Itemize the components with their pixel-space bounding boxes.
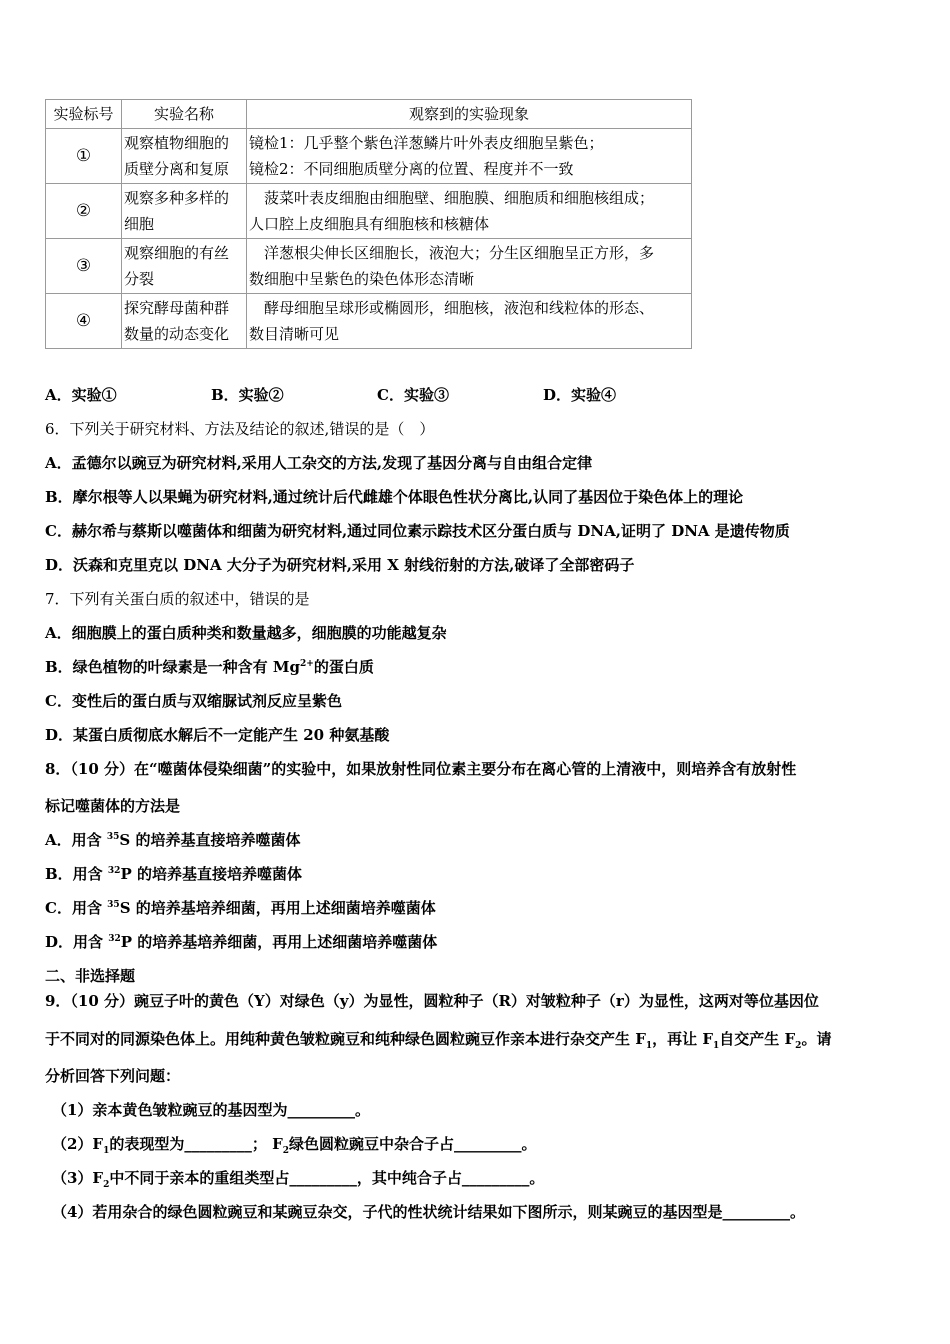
cell-text: 酵母细胞呈球形或椭圆形，细胞核，液泡和线粒体的形态、 [249, 299, 655, 317]
q7-option-a: A．细胞膜上的蛋白质种类和数量越多，细胞膜的功能越复杂 [45, 624, 447, 642]
option-a: A．实验① [45, 386, 117, 404]
subscript: 1 [713, 1041, 720, 1051]
option-d: D．实验④ [543, 386, 617, 404]
table-cell-observation [247, 129, 692, 184]
experiment-table [45, 99, 692, 349]
text: B．绿色植物的叶绿素是一种含有 Mg [45, 658, 300, 676]
table-cell-id: ② [46, 184, 122, 239]
cell-text: 镜检2：不同细胞质壁分离的位置、程度并不一致 [249, 160, 574, 178]
q9-part-1: （1）亲本黄色皱粒豌豆的基因型为_________。 [52, 1101, 370, 1119]
cell-text: 探究酵母菌种群 [124, 299, 230, 317]
question-7-stem: 7．下列有关蛋白质的叙述中，错误的是 [45, 590, 310, 608]
q8-option-b [45, 863, 302, 885]
q8-option-a [45, 829, 300, 851]
table-row [46, 129, 692, 184]
q7-option-c: C．变性后的蛋白质与双缩脲试剂反应呈紫色 [45, 692, 342, 710]
table-cell-name [122, 239, 247, 294]
text: 于不同对的同源染色体上。用纯种黄色皱粒豌豆和纯种绿色圆粒豌豆作亲本进行杂交产生 F [45, 1030, 646, 1048]
subscript: 2 [103, 1180, 110, 1190]
q7-option-d: D．某蛋白质彻底水解后不一定能产生 20 种氨基酸 [45, 726, 390, 744]
cell-text: 人口腔上皮细胞具有细胞核和核糖体 [249, 215, 490, 233]
option-b: B．实验② [211, 386, 284, 404]
text: 绿色圆粒豌豆中杂合子占_________。 [289, 1135, 537, 1153]
table-cell-id: ① [46, 129, 122, 184]
text: 的表现型为_________； F [109, 1135, 283, 1153]
text: 的蛋白质 [313, 658, 374, 676]
option-c: C．实验③ [377, 386, 449, 404]
text: C．用含 [45, 899, 108, 917]
table-cell-name [122, 294, 247, 349]
subscript: 1 [645, 1041, 653, 1051]
text: （2）F [52, 1135, 104, 1153]
cell-text: 洋葱根尖伸长区细胞长，液泡大；分生区细胞呈正方形，多 [249, 244, 655, 262]
table-cell-observation [247, 239, 692, 294]
question-6-stem: 6．下列关于研究材料、方法及结论的叙述,错误的是（ ） [45, 420, 435, 438]
q6-option-c: C．赫尔希与蔡斯以噬菌体和细菌为研究材料,通过同位素示踪技术区分蛋白质与 DNA,证明了 DNA 是遗传物质 [45, 522, 790, 540]
cell-text: 镜检1：几乎整个紫色洋葱鳞片叶外表皮细胞呈紫色； [249, 134, 604, 152]
table-row [46, 294, 692, 349]
cell-text: 观察细胞的有丝 [124, 244, 230, 262]
question-9-line2 [45, 1028, 831, 1050]
text: D．用含 [45, 933, 109, 951]
question-9-line1: 9．（10 分）豌豆子叶的黄色（Y）对绿色（y）为显性，圆粒种子（R）对皱粒种子（r）为显性，这两对等位基因位 [45, 992, 819, 1010]
subscript: 2 [282, 1146, 289, 1156]
q9-part-2 [52, 1133, 537, 1155]
text: ，再让 F [652, 1030, 714, 1048]
q8-option-c [45, 897, 436, 919]
table-header: 实验名称 [122, 100, 247, 129]
table-cell-id: ④ [46, 294, 122, 349]
cell-text: 细胞 [124, 215, 155, 233]
table-header: 观察到的实验现象 [247, 100, 692, 129]
q9-part-3 [52, 1167, 544, 1189]
table-cell-name [122, 184, 247, 239]
q7-option-b [45, 656, 374, 678]
q6-option-d: D．沃森和克里克以 DNA 大分子为研究材料,采用 X 射线衍射的方法,破译了全部密码子 [45, 556, 635, 574]
q6-option-a: A．孟德尔以豌豆为研究材料,采用人工杂交的方法,发现了基因分离与自由组合定律 [45, 454, 593, 472]
superscript: 35 [106, 832, 120, 842]
section-title: 二、非选择题 [45, 967, 136, 985]
question-9-line3: 分析回答下列问题： [45, 1067, 181, 1085]
superscript: 2+ [300, 659, 314, 669]
table-cell-id: ③ [46, 239, 122, 294]
cell-text: 质壁分离和复原 [124, 160, 230, 178]
cell-text: 数细胞中呈紫色的染色体形态清晰 [249, 270, 475, 288]
table-cell-name [122, 129, 247, 184]
cell-text: 观察多种多样的 [124, 189, 230, 207]
superscript: 32 [107, 866, 121, 876]
text: A．用含 [45, 831, 107, 849]
cell-text: 数量的动态变化 [124, 325, 230, 343]
q5-options [45, 384, 616, 406]
q8-option-d [45, 931, 437, 953]
q9-part-4: （4）若用杂合的绿色圆粒豌豆和某豌豆杂交，子代的性状统计结果如下图所示，则某豌豆的基因型是_________。 [52, 1203, 805, 1221]
table-cell-observation [247, 294, 692, 349]
subscript: 2 [795, 1041, 802, 1051]
table-row [46, 239, 692, 294]
superscript: 32 [108, 934, 121, 944]
cell-text: 观察植物细胞的 [124, 134, 230, 152]
q6-option-b: B．摩尔根等人以果蝇为研究材料,通过统计后代雌雄个体眼色性状分离比,认同了基因位于染色体上的理论 [45, 488, 744, 506]
table-row [46, 184, 692, 239]
question-8-stem-line1: 8．（10 分）在“噬菌体侵染细菌”的实验中，如果放射性同位素主要分布在离心管的上清液中，则培养含有放射性 [45, 760, 797, 778]
table-header-row [46, 100, 692, 129]
superscript: 35 [107, 900, 120, 910]
text: S 的培养基培养细菌，再用上述细菌培养噬菌体 [119, 899, 436, 917]
table-cell-observation [247, 184, 692, 239]
table-header: 实验标号 [46, 100, 122, 129]
text: S 的培养基直接培养噬菌体 [119, 831, 301, 849]
text: B．用含 [45, 865, 108, 883]
text: （3）F [52, 1169, 104, 1187]
text: 。请 [801, 1030, 832, 1048]
text: 自交产生 F [719, 1030, 796, 1048]
question-8-stem-line2: 标记噬菌体的方法是 [45, 797, 181, 815]
text: 中不同于亲本的重组类型占_________，其中纯合子占_________。 [109, 1169, 545, 1187]
cell-text: 数目清晰可见 [249, 325, 340, 343]
text: P 的培养基直接培养噬菌体 [120, 865, 302, 883]
text: P 的培养基培养细菌，再用上述细菌培养噬菌体 [120, 933, 438, 951]
cell-text: 分裂 [124, 270, 155, 288]
cell-text: 菠菜叶表皮细胞由细胞壁、细胞膜、细胞质和细胞核组成； [249, 189, 655, 207]
subscript: 1 [103, 1146, 110, 1156]
